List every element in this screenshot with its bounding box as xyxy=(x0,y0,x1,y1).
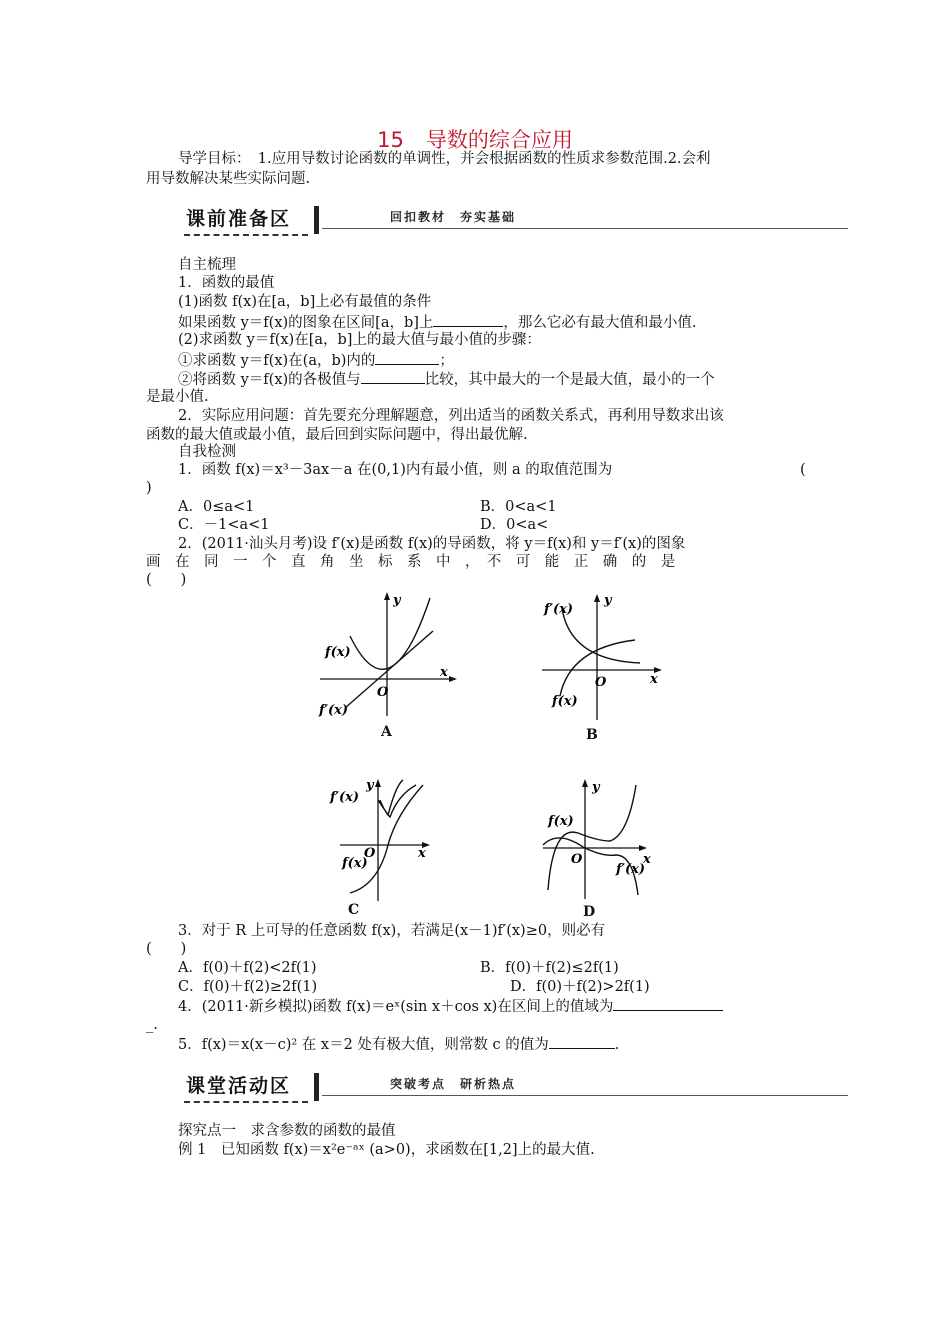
q4-line-1: 4．(2011·新乡模拟)函数 f(x)＝eˣ(sin x＋cos x)在区间上的值域为 xyxy=(178,996,723,1016)
banner-class xyxy=(180,1073,848,1101)
section-heading: 自主梳理 xyxy=(178,257,236,273)
graph-a-y-label: y xyxy=(393,593,401,608)
graph-d-fp-label: f′(x) xyxy=(616,862,646,877)
sub-1: (1)函数 f(x)在[a，b]上必有最值的条件 xyxy=(178,294,432,310)
q3-opt-d: D．f(0)＋f(2)>2f(1) xyxy=(510,979,650,995)
graph-a-caption: A xyxy=(381,724,392,740)
graph-d xyxy=(538,775,660,903)
graph-b-fp-label: f′(x) xyxy=(544,602,574,617)
q1-paren-open: ( xyxy=(800,462,806,478)
graph-a-f-label: f(x) xyxy=(325,645,351,660)
step-2: ②将函数 y＝f(x)的各极值与 比较，其中最大的一个是最大值，最小的一个 xyxy=(178,369,715,389)
banner-class-label: 课堂活动区 xyxy=(186,1075,292,1097)
explore-heading: 探究点一 求含参数的函数的最值 xyxy=(178,1123,396,1139)
example-1: 例 1 已知函数 f(x)＝x²e⁻ᵃˣ (a>0)，求函数在[1,2]上的最大值. xyxy=(178,1142,595,1158)
self-test-heading: 自我检测 xyxy=(178,444,236,460)
graph-b xyxy=(540,588,670,723)
graph-b-f-label: f(x) xyxy=(552,694,578,709)
graph-c-y-label: y xyxy=(366,778,374,793)
graph-b-x-label: x xyxy=(650,672,658,687)
q1-opt-a: A．0≤a<1 xyxy=(178,499,255,515)
item-2-cont: 函数的最大值或最小值，最后回到实际问题中，得出最优解. xyxy=(146,427,528,443)
graph-c-x-label: x xyxy=(418,846,426,861)
goal-line-2: 用导数解决某些实际问题. xyxy=(146,171,311,187)
goal-line-1: 导学目标： 1.应用导数讨论函数的单调性，并会根据函数的性质求参数范围.2.会利 xyxy=(178,151,711,167)
graph-c xyxy=(328,775,443,903)
graph-c-f-label: f(x) xyxy=(342,856,368,871)
sub-2: (2)求函数 y＝f(x)在[a，b]上的最大值与最小值的步骤： xyxy=(178,332,541,348)
graph-d-y-label: y xyxy=(592,780,600,795)
q2-line-3: ( ) xyxy=(146,572,187,588)
graph-a-x-label: x xyxy=(440,665,448,680)
q3-opt-a: A．f(0)＋f(2)<2f(1) xyxy=(178,960,317,976)
banner-prep-label: 课前准备区 xyxy=(186,208,292,230)
graph-b-caption: B xyxy=(586,727,598,743)
q3-opt-c: C．f(0)＋f(2)≥2f(1) xyxy=(178,979,318,995)
banner-prep xyxy=(180,206,848,234)
page-title: 15 导数的综合应用 xyxy=(377,128,573,152)
q1-opt-b: B．0<a<1 xyxy=(480,499,557,515)
step-1: ①求函数 y＝f(x)在(a，b)内的 ； xyxy=(178,350,454,370)
q3-line-2: ( ) xyxy=(146,941,187,957)
graph-a-o-label: O xyxy=(377,685,389,700)
q3-line-1: 3．对于 R 上可导的任意函数 f(x)，若满足(x－1)f′(x)≥0，则必有 xyxy=(178,923,606,939)
step-2-cont: 是最小值. xyxy=(146,389,209,405)
q1: 1．函数 f(x)＝x³－3ax－a 在(0,1)内有最小值，则 a 的取值范围为 xyxy=(178,462,613,478)
graph-d-o-label: O xyxy=(571,852,583,867)
graph-a xyxy=(315,588,465,723)
q4-line-2: _. xyxy=(146,1017,158,1033)
item-2: 2．实际应用问题：首先要充分理解题意，列出适当的函数关系式，再利用导数求出该 xyxy=(178,408,724,424)
q1-opt-c: C．－1<a<1 xyxy=(178,517,270,533)
sub-1-text: 如果函数 y＝f(x)的图象在区间[a，b]上 ，那么它必有最大值和最小值. xyxy=(178,312,697,332)
q2-line-2: 画 在 同 一 个 直 角 坐 标 系 中 ， 不 可 能 正 确 的 是 xyxy=(146,554,676,570)
graph-d-f-label: f(x) xyxy=(548,814,574,829)
graph-a-fp-label: f′(x) xyxy=(319,703,349,718)
graph-b-y-label: y xyxy=(604,593,612,608)
q5: 5．f(x)＝x(x－c)² 在 x＝2 处有极大值，则常数 c 的值为 . xyxy=(178,1034,619,1054)
item-1: 1．函数的最值 xyxy=(178,275,275,291)
banner-class-sub: 突破考点 研析热点 xyxy=(390,1077,517,1091)
graph-c-o-label: O xyxy=(364,846,376,861)
graph-c-fp-label: f′(x) xyxy=(330,790,360,805)
banner-prep-sub: 回扣教材 夯实基础 xyxy=(390,210,517,224)
graph-b-o-label: O xyxy=(595,675,607,690)
q1-opt-d: D．0<a< xyxy=(480,517,549,533)
graph-c-caption: C xyxy=(348,902,360,918)
q1-paren-close: ) xyxy=(146,480,152,496)
graph-d-x-label: x xyxy=(643,852,651,867)
graph-d-caption: D xyxy=(583,904,596,920)
q2-line-1: 2．(2011·汕头月考)设 f′(x)是函数 f(x)的导函数，将 y＝f(x)和 y＝f′(x)的图象 xyxy=(178,536,686,552)
q3-opt-b: B．f(0)＋f(2)≤2f(1) xyxy=(480,960,619,976)
